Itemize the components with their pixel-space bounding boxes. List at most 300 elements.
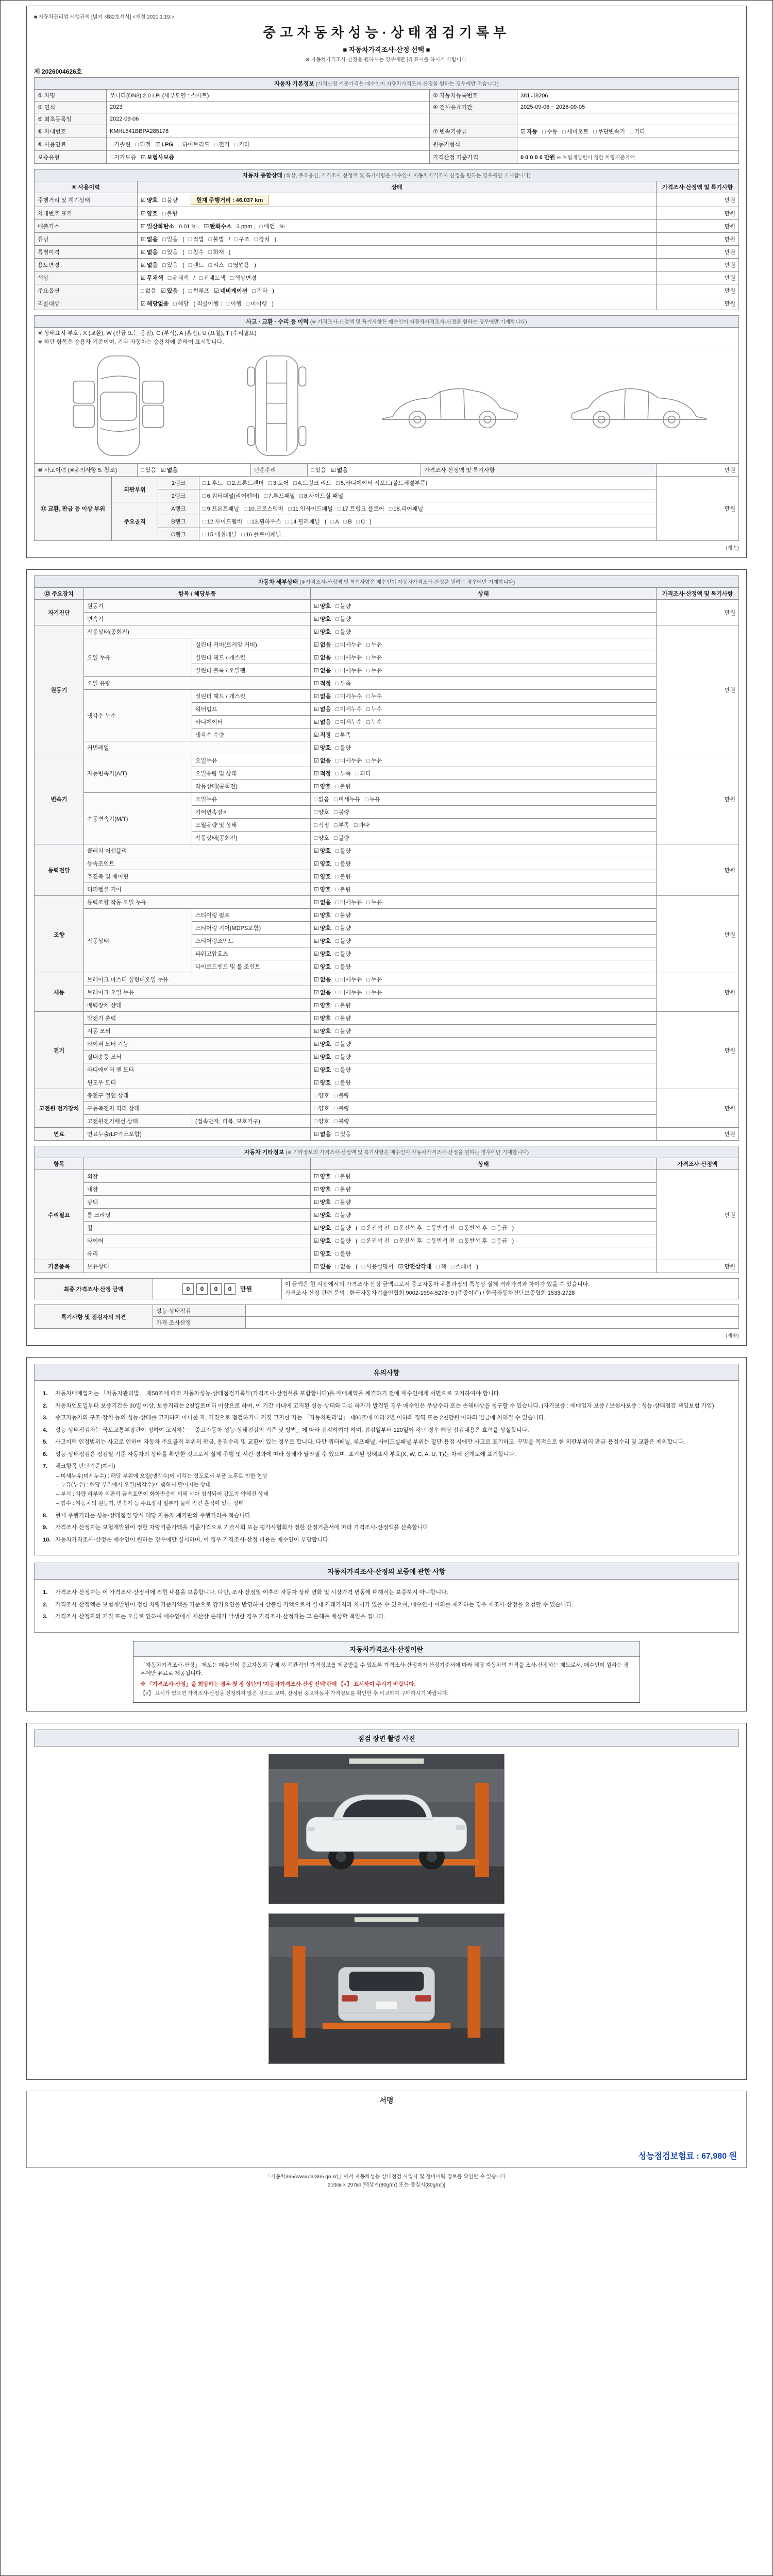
unchecked-checkbox-icon: □ xyxy=(335,977,339,983)
checkbox-option[interactable]: □ 기타 xyxy=(234,142,250,148)
price-amount: 만원 xyxy=(657,246,739,259)
checkbox-option[interactable]: □ 불량 xyxy=(335,745,351,751)
checkbox-option[interactable]: □ 6.쿼터패널(리어펜더) xyxy=(203,493,260,499)
checkbox-option[interactable]: □ 10.크로스멤버 xyxy=(243,506,284,512)
checkbox-option[interactable]: □ 있음 xyxy=(311,467,326,473)
price-amount: 만원 xyxy=(657,284,739,297)
usage-item-state xyxy=(138,259,657,272)
checkbox-option[interactable]: ☑ 없음 xyxy=(141,262,158,268)
checkbox-option[interactable]: □ 9.프론트패널 xyxy=(203,506,239,512)
checkbox-option[interactable]: □ 있음 xyxy=(335,1131,351,1138)
checked-checkbox-icon: ☑ xyxy=(314,1028,319,1035)
checkbox-option[interactable]: ☑ 양호 xyxy=(314,912,331,919)
checkbox-option[interactable]: ☑ 양호 xyxy=(314,925,331,931)
unchecked-checkbox-icon: □ xyxy=(335,1212,339,1218)
usage-item-label: 용도변경 xyxy=(35,259,138,272)
checkbox-option[interactable]: □ 양호 xyxy=(314,1106,329,1112)
checkbox-option[interactable]: ☑ 양호 xyxy=(314,887,331,893)
checkbox-option[interactable]: ☑ 양호 xyxy=(314,951,331,957)
checkbox-option[interactable]: □ 미세누수 xyxy=(335,706,362,713)
checkbox-option[interactable]: ☑ 해당없음 xyxy=(141,301,169,307)
notice-item-text: 가격조사·산정자의 거짓 또는 오류로 인하여 매수인에게 재산상 손해가 발생한 경우 가격조사·산정자는 그 손해를 배상할 책임을 집니다. xyxy=(55,1614,385,1620)
etc-price-header: 가격조사·산정액 xyxy=(656,1158,738,1170)
checkbox-option[interactable]: ☑ 양호 xyxy=(314,745,331,751)
checkbox-option[interactable]: □ 불량 xyxy=(335,1054,351,1060)
checkbox-option[interactable]: □ 누유 xyxy=(366,900,382,906)
checkbox-option[interactable]: □ 불량 xyxy=(335,784,351,790)
checkbox-option[interactable]: □ 누유 xyxy=(366,668,382,674)
notice-item xyxy=(43,1536,730,1545)
checkbox-option[interactable]: □ 양호 xyxy=(314,1093,329,1099)
checkbox-option[interactable]: □ 미이행 xyxy=(246,301,267,307)
checkbox-option[interactable]: □ 미세누유 xyxy=(335,990,362,996)
checkbox-option[interactable]: □ 2.프론트펜더 xyxy=(227,480,264,486)
checkbox-option[interactable]: □ 부족 xyxy=(333,822,349,828)
checkbox-option[interactable]: ☑ 양호 xyxy=(314,964,331,970)
checkbox-option[interactable]: □ 동반석 전 xyxy=(427,1225,455,1231)
checkbox-option[interactable]: □ 없음 xyxy=(314,796,329,803)
device-row xyxy=(35,1260,739,1273)
checkbox-option[interactable]: □ 썬루프 xyxy=(188,288,210,294)
checkbox-option[interactable]: □ 세미오토 xyxy=(562,129,589,135)
checkbox-option[interactable]: □ 색상변경 xyxy=(230,275,257,281)
checkbox-option[interactable]: □ 부족 xyxy=(335,732,351,738)
checkbox-option[interactable]: ☑ 적정 xyxy=(314,681,331,687)
checkbox-option[interactable]: □ 렌트 xyxy=(188,262,204,268)
checkbox-option[interactable]: □ 동반석 전 xyxy=(427,1238,455,1244)
checkbox-option[interactable]: ☑ 양호 xyxy=(314,1225,331,1231)
checkbox-option[interactable]: □ 불량 xyxy=(335,1199,351,1206)
checkbox-option[interactable]: □ 디젤 xyxy=(135,142,151,148)
item-header: 항목 / 해당부품 xyxy=(84,588,311,600)
checked-checkbox-icon: ☑ xyxy=(314,990,319,996)
checkbox-option[interactable]: □ 적법 xyxy=(188,236,204,243)
checkbox-option[interactable]: □ 기타 xyxy=(630,129,645,135)
checkbox-option[interactable]: □ 불법 xyxy=(208,236,224,243)
checkbox-option[interactable]: □ 없음 xyxy=(335,1264,351,1270)
checkbox-option[interactable]: □ 과다 xyxy=(356,771,371,777)
checkbox-option[interactable]: ☑ 없음 xyxy=(314,990,331,996)
checkbox-option[interactable]: ☑ 적정 xyxy=(314,732,331,738)
checkbox-option[interactable]: ☑ 적정 xyxy=(314,771,331,777)
checkbox-option[interactable]: □ 11.인사이드패널 xyxy=(288,506,333,512)
checkbox-option[interactable]: □ 누유 xyxy=(365,796,381,803)
state-checks xyxy=(311,613,657,625)
checkbox-option[interactable]: □ 미세누유 xyxy=(335,900,362,906)
checkbox-option[interactable]: □ 불량 xyxy=(335,887,351,893)
checkbox-option[interactable]: ☑ 양호 xyxy=(314,616,331,622)
checkbox-option[interactable]: ☑ 양호 xyxy=(314,1028,331,1035)
unchecked-checkbox-icon: □ xyxy=(356,519,360,525)
checkbox-option[interactable]: ☑ 양호 xyxy=(314,1251,331,1257)
checkbox-option[interactable]: ☑ 탄화수소 xyxy=(204,224,232,230)
checkbox-option[interactable]: □ 침수 xyxy=(188,249,204,256)
checkbox-option[interactable]: ☑ 없음 xyxy=(330,467,348,473)
inline-text: ( xyxy=(356,1238,358,1244)
checkbox-option[interactable]: ☑ 양호 xyxy=(314,848,331,854)
exchange-rank-row xyxy=(35,477,739,489)
checkbox-option[interactable]: □ 자가보증 xyxy=(110,155,137,161)
notice-item xyxy=(43,1389,730,1398)
notice-item xyxy=(43,1450,730,1459)
checkbox-option[interactable]: □ 불량 xyxy=(335,616,351,622)
checkbox-option[interactable]: □ 불량 xyxy=(335,629,351,635)
checkbox-option[interactable]: ☑ 양호 xyxy=(314,1174,331,1180)
checkbox-option[interactable]: ☑ 양호 xyxy=(314,1067,331,1073)
checkbox-option[interactable]: □ 잭 xyxy=(436,1264,446,1270)
checkbox-option[interactable]: □ 미세누유 xyxy=(335,642,362,648)
checkbox-option[interactable]: □ 사용설명서 xyxy=(361,1264,394,1270)
device-group-label: 고전원 전기장치 xyxy=(35,1089,84,1128)
device-row xyxy=(35,1089,739,1102)
checkbox-option[interactable]: ☑ 양호 xyxy=(141,211,158,217)
checkbox-option[interactable]: □ C xyxy=(356,519,365,525)
unchecked-checkbox-icon: □ xyxy=(246,301,250,307)
checkbox-option[interactable]: □ 이행 xyxy=(226,301,242,307)
checkbox-option[interactable]: ☑ 보험사보증 xyxy=(141,155,175,161)
checkbox-option[interactable]: □ 부족 xyxy=(335,771,351,777)
checkbox-option[interactable]: ☑ 안전삼각대 xyxy=(398,1264,432,1270)
checkbox-option[interactable]: □ 13.휠하우스 xyxy=(247,519,281,525)
checkbox-option[interactable]: □ 없음 xyxy=(141,288,156,294)
checkbox-option[interactable]: □ 불량 xyxy=(335,1067,351,1073)
checkbox-option[interactable]: □ 누유 xyxy=(366,977,382,983)
unchecked-checkbox-icon: □ xyxy=(293,480,297,486)
subitem-label: 오일유량 및 상태 xyxy=(192,767,311,780)
checkbox-option[interactable]: ☑ 없음 xyxy=(141,249,158,256)
checkbox-option[interactable]: □ 누유 xyxy=(366,655,382,661)
checkbox-option[interactable]: □ 불량 xyxy=(335,925,351,931)
checkbox-option[interactable]: □ 불량 xyxy=(335,1003,351,1009)
checkbox-option[interactable]: ☑ 양호 xyxy=(314,874,331,880)
checkbox-option[interactable]: □ 불량 xyxy=(333,1093,349,1099)
checkbox-option[interactable]: ☑ 양호 xyxy=(314,1212,331,1218)
photos-title: 점검 장면 촬영 사진 xyxy=(34,1730,739,1747)
unchecked-checkbox-icon: □ xyxy=(337,506,341,512)
unchecked-checkbox-icon: □ xyxy=(335,693,339,700)
checkbox-option[interactable]: ☑ 없음 xyxy=(160,467,178,473)
checkbox-option[interactable]: □ 8.사이드실 패널 xyxy=(299,493,344,499)
checkbox-option[interactable]: ☑ 양호 xyxy=(314,1080,331,1086)
checkbox-option[interactable]: ☑ 없음 xyxy=(314,642,331,648)
checkbox-option[interactable]: □ 불량 xyxy=(335,1238,351,1244)
state-checks xyxy=(311,857,657,870)
checkbox-option[interactable]: □ 12.사이드멤버 xyxy=(203,519,243,525)
checkbox-option[interactable]: ☑ 있음 xyxy=(314,1264,331,1270)
checkbox-option[interactable]: ☑ 없음 xyxy=(141,236,158,243)
unchecked-checkbox-icon: □ xyxy=(203,532,206,538)
state-checks xyxy=(311,999,657,1012)
checkbox-option[interactable]: □ 누유 xyxy=(366,758,382,764)
notice-subitem: – 부식 : 차량 하부와 외판의 금속표면이 화학반응에 의해 삭아 침식되어 강도가 약해진 상태 xyxy=(56,1491,268,1497)
checkbox-option[interactable]: □ 5.라디에이터 서포트(볼트체결부품) xyxy=(336,480,428,486)
unchecked-checkbox-icon: □ xyxy=(288,506,292,512)
checkbox-option[interactable]: □ 불량 xyxy=(162,197,178,204)
unchecked-checkbox-icon: □ xyxy=(335,642,339,648)
checkbox-option[interactable]: □ 14.필러패널 xyxy=(285,519,320,525)
checkbox-option[interactable]: □ 불량 xyxy=(335,603,351,609)
table-row xyxy=(35,151,739,164)
notice-item xyxy=(43,1438,730,1447)
checkbox-option[interactable]: □ 불량 xyxy=(335,1251,351,1257)
checkbox-option[interactable]: ☑ 없음 xyxy=(314,719,331,725)
checkbox-option[interactable]: □ 매연 xyxy=(259,224,275,230)
checkbox-option[interactable]: □ 누유 xyxy=(366,990,382,996)
item-label: 와이퍼 모터 기능 xyxy=(84,1038,311,1050)
checkbox-option[interactable]: □ 있음 xyxy=(162,262,178,268)
checkbox-option[interactable]: ☑ 없음 xyxy=(314,977,331,983)
checkbox-option[interactable]: □ 미세누유 xyxy=(333,796,361,803)
usage-item-state xyxy=(138,207,657,220)
checkbox-option[interactable]: □ 불량 xyxy=(335,1212,351,1218)
base-price-value xyxy=(517,151,739,164)
checkbox-option[interactable]: □ 적정 xyxy=(314,822,329,828)
checkbox-option[interactable]: □ 17.트렁크 플로어 xyxy=(337,506,384,512)
inspection-photo-rear-lift xyxy=(268,1913,505,2064)
checked-checkbox-icon: ☑ xyxy=(160,467,166,473)
checkbox-option[interactable]: □ 해당 xyxy=(173,301,189,307)
checkbox-option[interactable]: □ 유채색 xyxy=(167,275,189,281)
checkbox-option[interactable]: □ 누유 xyxy=(366,642,382,648)
checked-checkbox-icon: ☑ xyxy=(314,1264,319,1270)
engine-type-label: 원동기형식 xyxy=(430,138,517,151)
checkbox-option[interactable]: ☑ 양호 xyxy=(314,1187,331,1193)
state-checks xyxy=(311,664,657,677)
checked-checkbox-icon: ☑ xyxy=(314,977,319,983)
checkbox-option[interactable]: ☑ 양호 xyxy=(314,629,331,635)
checked-checkbox-icon: ☑ xyxy=(314,951,319,957)
checkbox-option[interactable]: ☑ 일산화탄소 xyxy=(141,224,175,230)
checkbox-option[interactable]: ☑ 양호 xyxy=(314,1015,331,1022)
unchecked-checkbox-icon: □ xyxy=(314,1118,317,1125)
checked-checkbox-icon: ☑ xyxy=(314,1080,319,1086)
checkbox-option[interactable]: □ 불량 xyxy=(335,912,351,919)
checkbox-option[interactable]: □ 미세누유 xyxy=(335,977,362,983)
checkbox-option[interactable]: □ 구조 xyxy=(234,236,250,243)
notice-subitem: – 침수 : 자동차의 원동기, 변속기 등 주요장치 일부가 물에 잠긴 흔적이 있는 상태 xyxy=(56,1500,244,1506)
unchecked-checkbox-icon: □ xyxy=(389,506,393,512)
unchecked-checkbox-icon: □ xyxy=(335,719,339,725)
item-label: 윈도우 모터 xyxy=(84,1076,311,1089)
section-title-row xyxy=(35,1146,739,1158)
checkbox-option[interactable]: ☑ 네비게이션 xyxy=(214,288,248,294)
checkbox-option[interactable]: □ 3.도어 xyxy=(268,480,289,486)
checkbox-option[interactable]: □ 1.후드 xyxy=(203,480,223,486)
checkbox-option[interactable]: □ 과다 xyxy=(354,822,369,828)
checkbox-option[interactable]: ☑ 없음 xyxy=(314,655,331,661)
basic-info-note: (가격산정 기준가격은 매수인이 자동차가격조사·산정을 원하는 경우에만 적습니다) xyxy=(315,81,499,87)
unchecked-checkbox-icon: □ xyxy=(335,964,339,970)
checkbox-option[interactable]: ☑ 양호 xyxy=(314,1199,331,1206)
item-label: 원동기 xyxy=(84,600,311,613)
checkbox-option[interactable]: □ 미세누유 xyxy=(335,655,362,661)
checkbox-option[interactable]: □ 스패너 xyxy=(450,1264,472,1270)
notice-item-number: 3. xyxy=(43,1415,48,1421)
checkbox-option[interactable]: ☑ 양호 xyxy=(314,784,331,790)
notice-item-number: 1. xyxy=(43,1589,48,1596)
unchecked-checkbox-icon: □ xyxy=(366,693,370,700)
item-label: 내장 xyxy=(84,1183,311,1196)
year-value: 2023 xyxy=(107,101,430,113)
unchecked-checkbox-icon: □ xyxy=(335,1131,339,1138)
checkbox-option[interactable]: □ 불량 xyxy=(335,861,351,867)
price-amount: 만원 xyxy=(657,477,739,541)
checkbox-option[interactable]: □ 불량 xyxy=(335,1187,351,1193)
item-label: 실내송풍 모터 xyxy=(84,1050,311,1063)
checkbox-option[interactable]: □ 수동 xyxy=(542,129,558,135)
checkbox-option[interactable]: ☑ 없음 xyxy=(314,668,331,674)
checkbox-option[interactable]: □ 하이브리드 xyxy=(177,142,210,148)
checkbox-option[interactable]: □ 양호 xyxy=(314,1118,329,1125)
item-label: 수동변속기(M/T) xyxy=(84,793,192,844)
definition-sub-note: 【√】 표시가 없으면 가격조사·산정을 신청하지 않은 것으로 보며, 산정된 중고자동차 가격정보를 확인한 후 비교하여 구매하시기 바랍니다. xyxy=(140,1691,449,1697)
checkbox-option[interactable]: ☑ 없음 xyxy=(314,900,331,906)
price-select-note: ※ 자동차가격조사·산정을 원하시는 경우에만 [√] 표시를 하시기 바랍니다. xyxy=(305,57,468,63)
checkbox-option[interactable]: ☑ 있음 xyxy=(160,288,178,294)
checkbox-option[interactable]: □ 기타 xyxy=(252,288,268,294)
device-row xyxy=(35,1076,739,1089)
checkbox-option[interactable]: □ 누수 xyxy=(366,719,382,725)
checkbox-option[interactable]: □ 미세누수 xyxy=(335,693,362,700)
unchecked-checkbox-icon: □ xyxy=(333,835,338,841)
checkbox-option[interactable]: □ 있음 xyxy=(162,249,178,256)
checkbox-option[interactable]: □ 불량 xyxy=(335,1015,351,1022)
checkbox-option[interactable]: □ 불량 xyxy=(335,951,351,957)
checkbox-option[interactable]: □ 전기 xyxy=(214,142,230,148)
state-checks xyxy=(311,947,657,960)
checkbox-option[interactable]: □ 있음 xyxy=(141,467,156,473)
rank-label: 1랭크 xyxy=(158,477,199,489)
usage-item-state xyxy=(138,233,657,246)
checkbox-option[interactable]: □ B xyxy=(343,519,352,525)
checkbox-option[interactable]: □ 응급 xyxy=(492,1225,508,1231)
exchange-panel-table xyxy=(34,476,739,541)
checkbox-option[interactable]: ☑ LPG xyxy=(155,142,173,148)
checkbox-option[interactable]: ☑ 양호 xyxy=(314,861,331,867)
checkbox-option[interactable]: □ 불량 xyxy=(333,1106,349,1112)
checkbox-option[interactable]: ☑ 양호 xyxy=(314,1003,331,1009)
overall-note: (색상, 주요옵션, 가격조사·산정액 및 특기사항은 매수인이 자동차가격조사·산정을 원하는 경우에만 기재합니다) xyxy=(283,173,531,179)
checkbox-option[interactable]: □ 4.트렁크 리드 xyxy=(293,480,332,486)
checkbox-option[interactable]: □ 불량 xyxy=(333,1118,349,1125)
checked-checkbox-icon: ☑ xyxy=(314,642,319,648)
unchecked-checkbox-icon: □ xyxy=(335,887,339,893)
final-price-amount xyxy=(153,1279,282,1299)
checkbox-option[interactable]: ☑ 양호 xyxy=(314,1238,331,1244)
usage-item-state xyxy=(138,284,657,297)
checkbox-option[interactable]: ☑ 양호 xyxy=(314,1041,331,1047)
unchecked-checkbox-icon: □ xyxy=(247,519,250,525)
checkbox-option[interactable]: □ 불량 xyxy=(333,809,349,816)
checkbox-option[interactable]: □ 운전석 후 xyxy=(394,1238,423,1244)
checkbox-option[interactable]: □ 리스 xyxy=(208,262,224,268)
checkbox-option[interactable]: □ 미세누수 xyxy=(335,719,362,725)
checkbox-option[interactable]: □ 누수 xyxy=(366,693,382,700)
checkbox-option[interactable]: ☑ 양호 xyxy=(141,197,158,204)
unchecked-checkbox-icon: □ xyxy=(492,1238,496,1244)
etc-note: (※ 기타정보의 가격조사·산정액 및 특기사항은 매수인이 자동차가격조사·산정을 원하는 경우에만 기재합니다) xyxy=(285,1150,529,1156)
checkbox-option[interactable]: ☑ 양호 xyxy=(314,938,331,944)
checkbox-option[interactable]: ☑ 양호 xyxy=(314,1054,331,1060)
checkbox-option[interactable]: ☑ 무채색 xyxy=(141,275,163,281)
checkbox-option[interactable]: □ 영업용 xyxy=(228,262,250,268)
state-checks xyxy=(311,741,657,754)
warranty-body xyxy=(34,1580,739,1633)
unchecked-checkbox-icon: □ xyxy=(361,1225,365,1231)
page-4 xyxy=(26,1723,747,2080)
inline-text: ) xyxy=(254,262,256,268)
checkbox-option[interactable]: □ A xyxy=(330,519,339,525)
item-label: 브레이크 오일 누유 xyxy=(84,986,311,999)
checkbox-option[interactable]: ☑ 없음 xyxy=(314,1131,331,1138)
unchecked-checkbox-icon: □ xyxy=(299,493,304,499)
checkbox-option[interactable]: □ 불량 xyxy=(335,1080,351,1086)
device-group-label: 수리필요 xyxy=(35,1170,84,1260)
section-title-row xyxy=(35,576,739,588)
checkbox-option[interactable]: □ 가솔린 xyxy=(110,142,131,148)
checkbox-option[interactable]: □ 불량 xyxy=(335,938,351,944)
checkbox-option[interactable]: □ 불량 xyxy=(335,1225,351,1231)
checkbox-option[interactable]: □ 15.대쉬패널 xyxy=(203,532,237,538)
checkbox-option[interactable]: □ 부족 xyxy=(335,681,351,687)
checkbox-option[interactable]: □ 양호 xyxy=(314,835,329,841)
checkbox-option[interactable]: □ 화재 xyxy=(208,249,224,256)
notice-item-number: 10. xyxy=(43,1536,51,1543)
checkbox-option[interactable]: □ 있음 xyxy=(162,236,178,243)
checkbox-option[interactable]: □ 장치 xyxy=(254,236,270,243)
device-row xyxy=(35,613,739,625)
checkbox-option[interactable]: □ 양호 xyxy=(314,809,329,816)
checkbox-option[interactable]: □ 전체도색 xyxy=(199,275,226,281)
checkbox-option[interactable]: □ 16.플로어패널 xyxy=(241,532,281,538)
checkbox-option[interactable]: □ 불량 xyxy=(335,1028,351,1035)
notice-item xyxy=(43,1523,730,1532)
checkbox-option[interactable]: □ 미세누유 xyxy=(335,668,362,674)
checkbox-option[interactable]: □ 불량 xyxy=(335,874,351,880)
car-diagrams xyxy=(38,350,735,462)
checkbox-option[interactable]: □ 불량 xyxy=(333,835,349,841)
checkbox-option[interactable]: ☑ 없음 xyxy=(314,758,331,764)
checkbox-option[interactable]: □ 운전석 후 xyxy=(394,1225,423,1231)
checkbox-option[interactable]: □ 7.루프패널 xyxy=(264,493,295,499)
unchecked-checkbox-icon: □ xyxy=(427,1225,430,1231)
checkbox-option[interactable]: □ 운전석 전 xyxy=(361,1225,390,1231)
checkbox-option[interactable]: □ 불량 xyxy=(335,1174,351,1180)
unchecked-checkbox-icon: □ xyxy=(436,1264,440,1270)
checkbox-option[interactable]: □ 운전석 전 xyxy=(361,1238,390,1244)
state-checks xyxy=(311,870,657,883)
checkbox-option[interactable]: □ 동반석 후 xyxy=(459,1238,488,1244)
overall-row xyxy=(35,233,739,246)
checkbox-option[interactable]: □ 동반석 후 xyxy=(459,1225,488,1231)
checkbox-option[interactable]: □ 누수 xyxy=(366,706,382,713)
checkbox-option[interactable]: □ 불량 xyxy=(335,964,351,970)
checkbox-option[interactable]: □ 불량 xyxy=(335,1041,351,1047)
price-amount: 만원 xyxy=(657,754,739,844)
checkbox-option[interactable]: ☑ 없음 xyxy=(314,693,331,700)
checkbox-option[interactable]: □ 불량 xyxy=(162,211,178,217)
checkbox-option[interactable]: □ 응급 xyxy=(492,1238,508,1244)
checkbox-option[interactable]: □ 18.리어패널 xyxy=(389,506,424,512)
checked-checkbox-icon: ☑ xyxy=(314,745,319,751)
checkbox-option[interactable]: □ 미세누유 xyxy=(335,758,362,764)
checkbox-option[interactable]: □ 불량 xyxy=(335,848,351,854)
checkbox-option[interactable]: ☑ 없음 xyxy=(314,706,331,713)
checkbox-option[interactable]: ☑ 양호 xyxy=(314,603,331,609)
checkbox-option[interactable]: ☑ 자동 xyxy=(520,129,538,135)
checkbox-option[interactable]: □ 무단변속기 xyxy=(593,129,626,135)
panel-checks xyxy=(199,528,657,541)
